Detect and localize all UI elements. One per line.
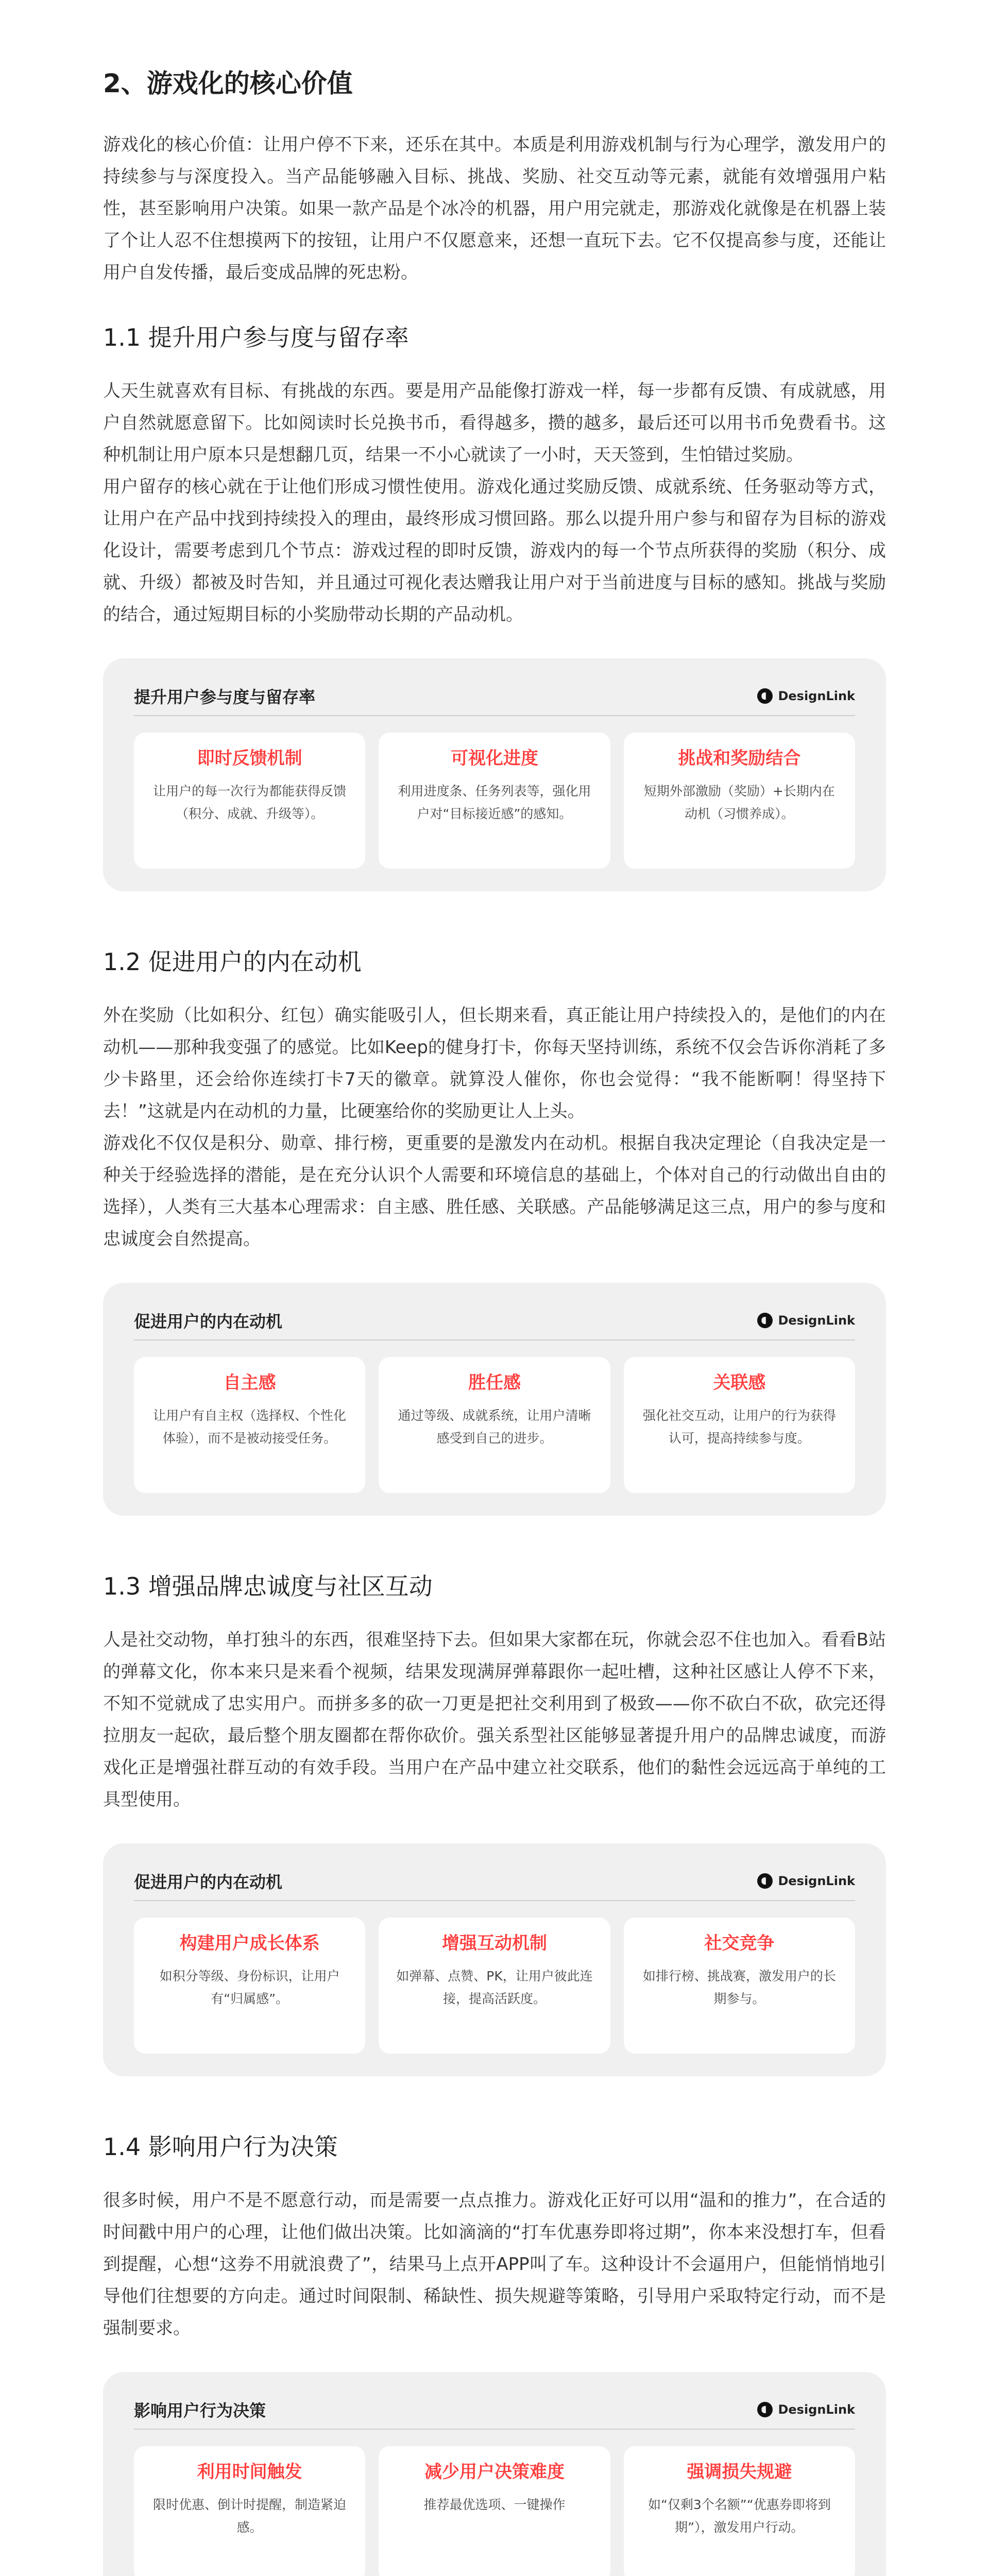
card-title: 促进用户的内在动机 xyxy=(134,1312,283,1331)
card-item-desc: 如“仅剩3个名额”“优惠券即将到期”），激发用户行动。 xyxy=(647,2497,831,2535)
summary-card-motivation xyxy=(103,1283,886,1516)
card-header xyxy=(134,2391,855,2430)
card-item-title: 减少用户决策难度 xyxy=(424,2462,565,2482)
card-item-title: 社交竞争 xyxy=(704,1933,775,1954)
card-header xyxy=(134,1862,855,1901)
card-item xyxy=(624,1357,855,1493)
brand-name: DesignLink xyxy=(778,689,855,703)
card-item xyxy=(624,1918,855,2054)
brand-name: DesignLink xyxy=(778,1313,855,1328)
card-item-title: 挑战和奖励结合 xyxy=(678,748,801,769)
card-item-title: 利用时间触发 xyxy=(197,2462,302,2482)
card-item xyxy=(379,733,610,869)
subsection-title-decision: 1.4 影响用户行为决策 xyxy=(103,2133,338,2161)
card-item-desc: 让用户的每一次行为都能获得反馈（积分、成就、升级等）。 xyxy=(153,784,347,821)
card-item-desc: 短期外部激励（奖励）+长期内在动机（习惯养成）。 xyxy=(643,784,835,821)
card-item-desc: 强化社交互动，让用户的行为获得认可，提高持续参与度。 xyxy=(642,1408,836,1446)
card-item-desc: 利用进度条、任务列表等，强化用户对“目标接近感”的感知。 xyxy=(398,784,591,821)
card-items xyxy=(134,1918,855,2054)
paragraph: 游戏化不仅仅是积分、勋章、排行榜，更重要的是激发内在动机。根据自我决定理论（自我决定是一种关于经验选择的潜能，是在充分认识个人需要和环境信息的基础上，个体对自己的行动做出自由的选择），人类有三大基本心理需求：自主感、胜任感、关联感。产品能够满足这三点，用户的参与度和忠诚度会自然提高。 xyxy=(103,1133,886,1249)
card-title: 影响用户行为决策 xyxy=(134,2401,266,2420)
card-item xyxy=(134,2446,365,2576)
designlink-logo-icon xyxy=(757,1873,773,1889)
paragraph: 人是社交动物，单打独斗的东西，很难坚持下去。但如果大家都在玩，你就会忍不住也加入。看看B站的弹幕文化，你本来只是来看个视频，结果发现满屏弹幕跟你一起吐槽，这种社区感让人停不下来，不知不觉就成了忠实用户。而拼多多的砍一刀更是把社交利用到了极致——你不砍白不砍，砍完还得拉朋友一起砍，最后整个朋友圈都在帮你砍价。强关系型社区能够显著提升用户的品牌忠诚度，而游戏化正是增强社群互动的有效手段。当用户在产品中建立社交联系，他们的黏性会远远高于单纯的工具型使用。 xyxy=(103,1630,886,1810)
card-title: 提升用户参与度与留存率 xyxy=(134,687,316,707)
card-item-title: 关联感 xyxy=(713,1372,766,1393)
paragraph: 很多时候，用户不是不愿意行动，而是需要一点点推力。游戏化正好可以用“温和的推力”，在合适的时间戳中用户的心理，让他们做出决策。比如滴滴的“打车优惠券即将过期”，你本来没想打车，但看到提醒，心想“这券不用就浪费了”，结果马上点开APP叫了车。这种设计不会逼用户，但能悄悄地引导他们往想要的方向走。通过时间限制、稀缺性、损失规避等策略，引导用户采取特定行动，而不是强制要求。 xyxy=(103,2190,886,2338)
card-items xyxy=(134,1357,855,1493)
card-item-desc: 推荐最优选项、一键操作 xyxy=(423,2497,566,2512)
card-items xyxy=(134,733,855,869)
card-item-desc: 如弹幕、点赞、PK，让用户彼此连接，提高活跃度。 xyxy=(396,1969,593,2006)
card-item-desc: 限时优惠、倒计时提醒，制造紧迫感。 xyxy=(153,2497,347,2535)
brand-name: DesignLink xyxy=(778,1874,855,1888)
card-title: 促进用户的内在动机 xyxy=(134,1872,283,1892)
card-item-title: 增强互动机制 xyxy=(441,1933,547,1954)
designlink-logo-icon xyxy=(757,688,773,704)
paragraph: 外在奖励（比如积分、红包）确实能吸引人，但长期来看，真正能让用户持续投入的，是他们的内在动机——那种我变强了的感觉。比如Keep的健身打卡，你每天坚持训练，系统不仅会告诉你消耗了多少卡路里，还会给你连续打卡7天的徽章。就算没人催你，你也会觉得：“我不能断啊！得坚持下去！”这就是内在动机的力量，比硬塞给你的奖励更让人上头。 xyxy=(103,1005,886,1122)
card-item-desc: 通过等级、成就系统，让用户清晰感受到自己的进步。 xyxy=(398,1408,591,1446)
summary-card-loyalty xyxy=(103,1843,886,2076)
card-item-title: 可视化进度 xyxy=(450,748,538,769)
card-item xyxy=(379,2446,610,2576)
designlink-logo-icon xyxy=(757,1313,773,1328)
paragraph: 人天生就喜欢有目标、有挑战的东西。要是用产品能像打游戏一样，每一步都有反馈、有成就感，用户自然就愿意留下。比如阅读时长兑换书币，看得越多，攒的越多，最后还可以用书币免费看书。这种机制让用户原本只是想翻几页，结果一不小心就读了一小时，天天签到，生怕错过奖励。 xyxy=(103,381,886,465)
paragraph: 用户留存的核心就在于让他们形成习惯性使用。游戏化通过奖励反馈、成就系统、任务驱动等方式，让用户在产品中找到持续投入的理由，最终形成习惯回路。那么以提升用户参与和留存为目标的游戏化设计，需要考虑到几个节点：游戏过程的即时反馈，游戏内的每一个节点所获得的奖励（积分、成就、升级）都被及时告知，并且通过可视化表达赠我让用户对于当前进度与目标的感知。挑战与奖励的结合，通过短期目标的小奖励带动长期的产品动机。 xyxy=(103,477,886,625)
card-item-desc: 如排行榜、挑战赛，激发用户的长期参与。 xyxy=(642,1969,836,2006)
card-item xyxy=(624,733,855,869)
card-items xyxy=(134,2446,855,2576)
summary-card-engagement xyxy=(103,658,886,891)
summary-card-decision xyxy=(103,2372,886,2576)
subsection-title-loyalty: 1.3 增强品牌忠诚度与社区互动 xyxy=(103,1572,433,1600)
card-item xyxy=(624,2446,855,2576)
card-item xyxy=(379,1918,610,2054)
card-item-title: 胜任感 xyxy=(468,1372,521,1393)
card-item-desc: 如积分等级、身份标识，让用户有“归属感”。 xyxy=(159,1969,340,2006)
card-item-title: 强调损失规避 xyxy=(687,2462,792,2482)
card-item xyxy=(134,1918,365,2054)
designlink-logo-icon xyxy=(757,2402,773,2417)
brand-mark xyxy=(757,2402,855,2417)
subsection-title-motivation: 1.2 促进用户的内在动机 xyxy=(103,948,362,976)
intro-paragraph: 游戏化的核心价值：让用户停不下来，还乐在其中。本质是利用游戏机制与行为心理学，激发用户的持续参与与深度投入。当产品能够融入目标、挑战、奖励、社交互动等元素，就能有效增强用户粘性，甚至影响用户决策。如果一款产品是个冰冷的机器，用户用完就走，那游戏化就像是在机器上装了个让人忍不住想摸两下的按钮，让用户不仅愿意来，还想一直玩下去。它不仅提高参与度，还能让用户自发传播，最后变成品牌的死忠粉。 xyxy=(103,134,886,283)
brand-name: DesignLink xyxy=(778,2402,855,2417)
brand-mark xyxy=(757,1873,855,1889)
card-header xyxy=(134,1301,855,1341)
section-title: 2、游戏化的核心价值 xyxy=(103,69,353,98)
card-item-title: 自主感 xyxy=(223,1372,276,1393)
card-item-title: 即时反馈机制 xyxy=(197,748,302,769)
brand-mark xyxy=(757,1313,855,1328)
card-item xyxy=(379,1357,610,1493)
card-header xyxy=(134,677,855,716)
card-item xyxy=(134,1357,365,1493)
card-item-title: 构建用户成长体系 xyxy=(179,1933,320,1954)
card-item-desc: 让用户有自主权（选择权、个性化体验），而不是被动接受任务。 xyxy=(153,1408,347,1446)
card-item xyxy=(134,733,365,869)
subsection-title-engagement: 1.1 提升用户参与度与留存率 xyxy=(103,324,409,351)
brand-mark xyxy=(757,688,855,704)
